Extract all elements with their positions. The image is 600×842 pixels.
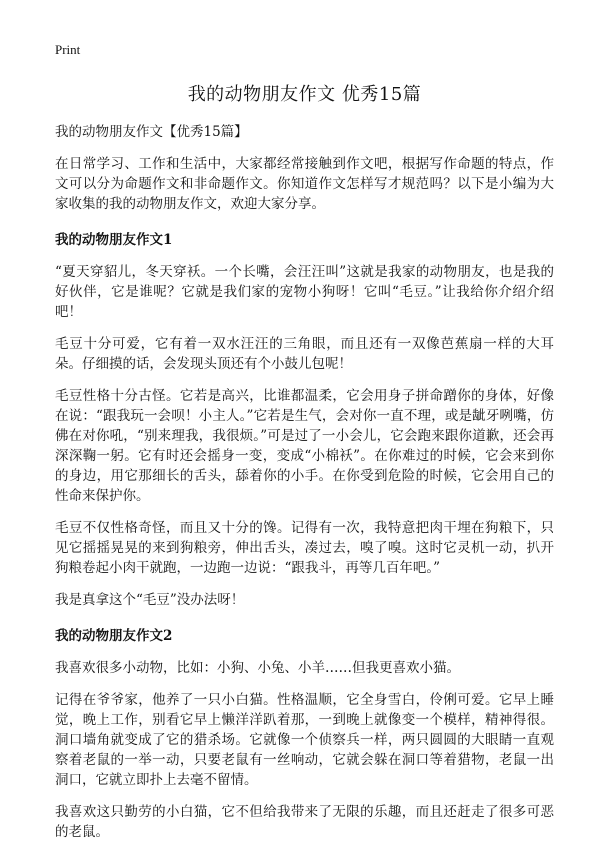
subtitle: 我的动物朋友作文【优秀15篇】 <box>55 124 248 140</box>
section-heading: 我的动物朋友作文1 <box>55 232 173 248</box>
paragraph: 毛豆不仅性格奇怪，而且又十分的馋。记得有一次，我特意把肉干埋在狗粮下，只见它摇摇晃晃的来到狗粮旁，伸出舌头，凑过去，嗅了嗅。这时它灵机一动，扒开狗粮卷起小肉干就跑，一边跑一边说：“跟我斗，再等几百年吧。” <box>55 520 554 576</box>
paragraph: 我喜欢很多小动物，比如：小狗、小兔、小羊……但我更喜欢小猫。 <box>55 660 460 676</box>
paragraph: “夏天穿貂儿，冬天穿袄。一个长嘴，会汪汪叫”这就是我家的动物朋友，也是我的好伙伴，它是谁呢？它就是我们家的宠物小狗呀！它叫“毛豆。”让我给你介绍介绍吧！ <box>55 264 554 320</box>
intro-paragraph: 在日常学习、工作和生活中，大家都经常接触到作文吧，根据写作命题的特点，作文可以分为命题作文和非命题作文。你知道作文怎样写才规范吗？以下是小编为大家收集的我的动物朋友作文，欢迎大家分享。 <box>55 156 554 212</box>
page-title: 我的动物朋友作文 优秀15篇 <box>187 84 422 105</box>
paragraph: 我是真拿这个“毛豆”没办法呀！ <box>55 592 245 608</box>
section-1 <box>55 230 554 610</box>
paragraph: 我喜欢这只勤劳的小白猫，它不但给我带来了无限的乐趣，而且还赶走了很多可恶的老鼠。 <box>55 804 554 840</box>
paragraph: 毛豆十分可爱，它有着一双水汪汪的三角眼，而且还有一双像芭蕉扇一样的大耳朵。仔细摸的话，会发现头顶还有个小鼓儿包呢！ <box>55 336 554 372</box>
paragraph: 记得在爷爷家，他养了一只小白猫。性格温顺，它全身雪白，伶俐可爱。它早上睡觉，晚上工作，别看它早上懒洋洋趴着那，一到晚上就像变一个模样，精神得很。洞口墙角就变成了它的猎杀场。它就像一个侦察兵一样，两只圆圆的大眼睛一直观察着老鼠的一举一动，只要老鼠有一丝响动，它就会躲在洞口等着猎物，老鼠一出洞口，它就立即扑上去毫不留情。 <box>55 692 554 788</box>
paragraph: 毛豆性格十分古怪。它若是高兴，比谁都温柔，它会用身子拼命蹭你的身体，好像在说：“跟我玩一会呗！小主人。”它若是生气，会对你一直不理，或是龇牙咧嘴，仿佛在对你吼，“别来理我，我很烦。”可是过了一小会儿，它会跑来跟你道歉，还会再深深鞠一躬。它有时还会摇身一变，变成“小棉袄”。在你难过的时候，它会来到你的身边，用它那细长的舌头，舔着你的小手。在你受到危险的时候，它会用自己的性命来保护你。 <box>55 388 554 504</box>
print-label: Print <box>55 42 81 57</box>
section-2 <box>55 626 554 842</box>
section-heading: 我的动物朋友作文2 <box>55 628 173 644</box>
